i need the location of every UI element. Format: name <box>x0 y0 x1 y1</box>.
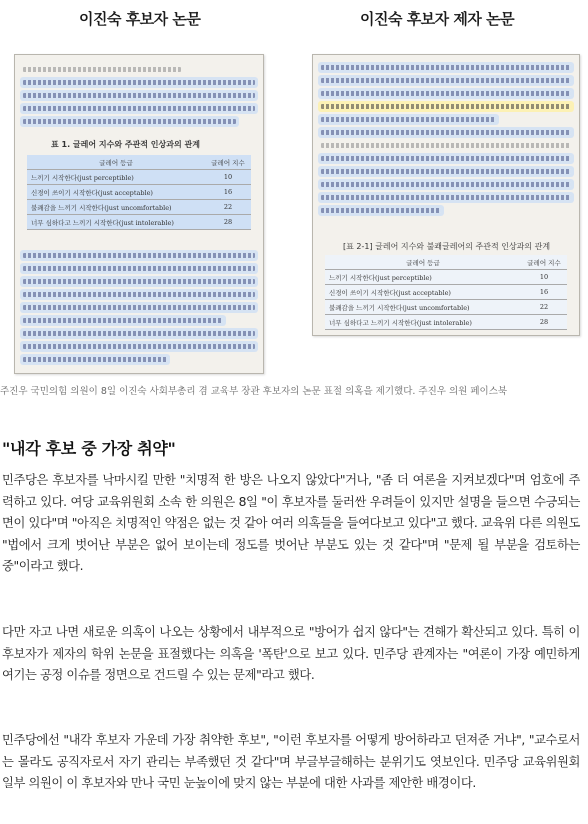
table-row <box>325 300 567 315</box>
left-paper-scan <box>14 54 264 374</box>
table-cell: 22 <box>205 200 251 215</box>
left-figure-title: 이진숙 후보자 논문 <box>79 10 201 28</box>
right-glare-table <box>325 255 567 330</box>
right-table-header-index: 글레어 지수 <box>521 255 567 270</box>
right-table-header-grade: 글레어 등급 <box>325 255 521 270</box>
table-cell: 10 <box>521 270 567 285</box>
right-figure-title: 이진숙 후보자 제자 논문 <box>360 10 515 28</box>
table-row <box>325 285 567 300</box>
table-cell: 28 <box>205 215 251 230</box>
table-row <box>27 200 251 215</box>
table-cell: 느끼기 시작한다(just perceptible) <box>325 270 521 285</box>
table-cell: 22 <box>521 300 567 315</box>
left-paper-text-top <box>23 67 255 132</box>
table-cell: 너무 심하다고 느끼기 시작한다(just intolerable) <box>325 315 521 330</box>
right-paper-text-top <box>321 65 571 221</box>
table-row <box>325 270 567 285</box>
table-row <box>27 185 251 200</box>
right-paper-scan <box>312 54 580 336</box>
table-cell: 10 <box>205 170 251 185</box>
table-cell: 신경이 쓰이기 시작한다(just acceptable) <box>325 285 521 300</box>
table-cell: 불쾌감을 느끼기 시작한다(just uncomfortable) <box>27 200 205 215</box>
table-cell: 16 <box>521 285 567 300</box>
left-table-caption: 표 1. 글레어 지수와 주관적 인상과의 관계 <box>51 140 200 149</box>
table-row <box>27 215 251 230</box>
right-table-caption: [표 2-1] 글레어 지수와 불쾌글레어의 주관적 인상과의 관계 <box>343 242 551 251</box>
table-cell: 불쾌감을 느끼기 시작한다(just uncomfortable) <box>325 300 521 315</box>
left-table-header-index: 글레어 지수 <box>205 155 251 170</box>
table-cell: 느끼기 시작한다(just perceptible) <box>27 170 205 185</box>
left-table-header-grade: 글레어 등급 <box>27 155 205 170</box>
photo-caption: 주진우 국민의힘 의원이 8일 이진숙 사회부총리 겸 교육부 장관 후보자의 논문 표절 의혹을 제기했다. 주진우 의원 페이스북 <box>0 386 508 397</box>
article-paragraph: 민주당은 후보자를 낙마시킬 만한 "치명적 한 방은 나오지 않았다"거나, "좀 더 여론을 지켜보겠다"며 엄호에 주력하고 있다. 여당 교육위원회 소속 한 의원은 8일 "이 후보자를 둘러싼 우려들이 있지만 설명을 들으면 수긍되는 면이 있다"며 "아직은 치명적인 약점은 없는 것 같아 여러 의혹들을 들여다보고 있다"고 했다. 교육위 다른 의원도 "법에서 크게 벗어난 부분은 없어 보이는데 정도를 벗어난 부분도 있는 것 같다"며 "문제 될 부분을 검토하는 중"이라고 했다. <box>2 473 580 574</box>
left-paper-text-bottom <box>23 253 255 370</box>
table-cell: 신경이 쓰이기 시작한다(just acceptable) <box>27 185 205 200</box>
left-glare-table <box>27 155 251 230</box>
table-row <box>325 315 567 330</box>
table-cell: 너무 심하다고 느끼기 시작한다(just intolerable) <box>27 215 205 230</box>
article-paragraph: 민주당에선 "내각 후보자 가운데 가장 취약한 후보", "이런 후보자를 어떻게 방어하라고 던져준 거냐", "교수로서는 몰라도 공직자로서 자기 관리는 부족했던 것 같다"며 부글부글해하는 분위기도 엿보인다. 민주당 교육위원회 일부 의원이 이 후보자와 만나 국민 눈높이에 맞지 않는 부분에 대한 사과를 제안한 배경이다. <box>2 733 580 791</box>
table-cell: 16 <box>205 185 251 200</box>
table-row <box>27 170 251 185</box>
article-paragraph: 다만 자고 나면 새로운 의혹이 나오는 상황에서 내부적으로 "방어가 쉽지 않다"는 견해가 확산되고 있다. 특히 이 후보자가 제자의 학위 논문을 표절했다는 의혹을 '폭탄'으로 보고 있다. 민주당 관계자는 "여론이 가장 예민하게 여기는 공정 이슈를 정면으로 건드릴 수 있는 문제"라고 했다. <box>2 625 580 683</box>
comparison-figure <box>0 0 588 378</box>
section-headline: "내각 후보 중 가장 취약" <box>2 439 176 458</box>
table-cell: 28 <box>521 315 567 330</box>
